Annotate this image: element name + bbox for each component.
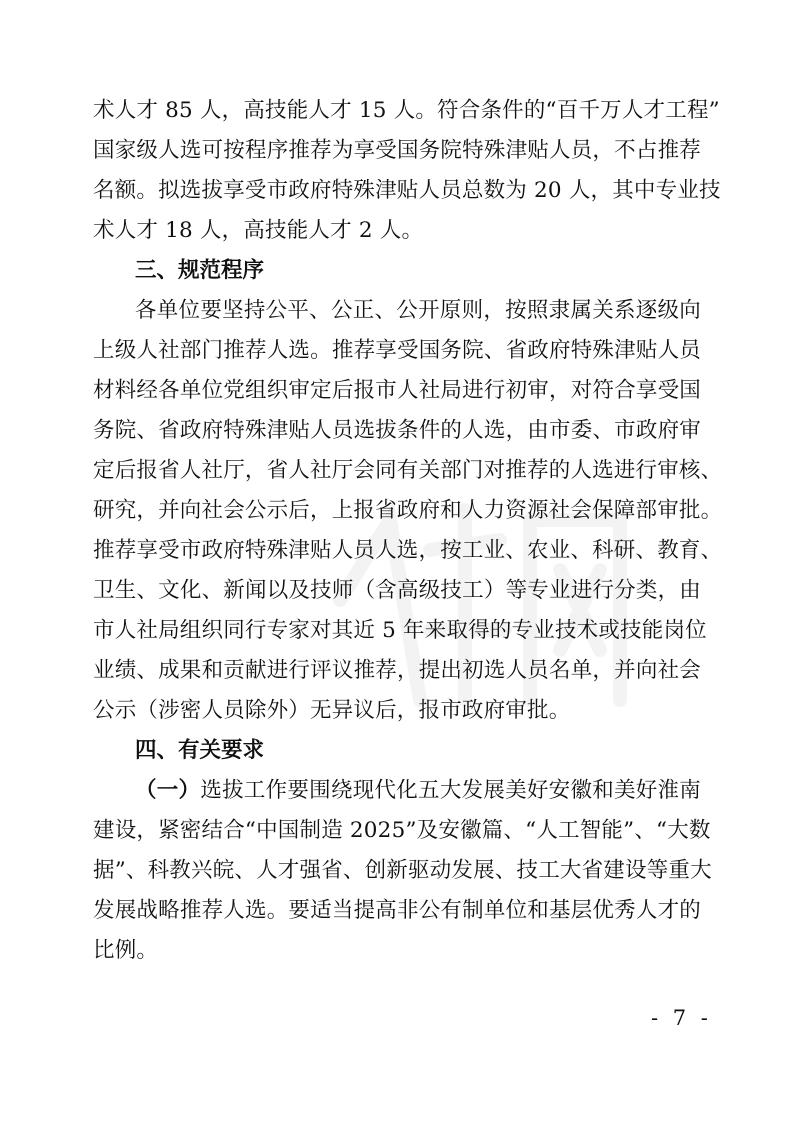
paragraph-line: 定后报省人社厅，省人社厅会同有关部门对推荐的人选进行审核、	[93, 458, 723, 483]
paragraph-line: 研究，并向社会公示后，上报省政府和人力资源社会保障部审批。	[93, 498, 723, 523]
paragraph-line: 比例。	[93, 938, 159, 963]
paragraph-line: 据”、科教兴皖、人才强省、创新驱动发展、技工大省建设等重大	[93, 858, 712, 883]
item-text: 选拔工作要围绕现代化五大发展美好安徽和美好淮南	[200, 778, 701, 803]
paragraph-line: 术人才 85 人，高技能人才 15 人。符合条件的“百千万人才工程”	[93, 98, 720, 123]
page-number: - 7 -	[651, 1006, 712, 1030]
paragraph-line: 市人社局组织同行专家对其近 5 年来取得的专业技术或技能岗位	[93, 618, 707, 643]
section-heading: 四、有关要求	[135, 738, 265, 763]
paragraph-line: 材料经各单位党组织审定后报市人社局进行初审，对符合享受国	[93, 378, 701, 403]
paragraph-line: 国家级人选可按程序推荐为享受国务院特殊津贴人员，不占推荐	[93, 138, 701, 163]
paragraph-line: 上级人社部门推荐人选。推荐享受国务院、省政府特殊津贴人员	[93, 338, 701, 363]
paragraph-line: 公示（涉密人员除外）无异议后，报市政府审批。	[93, 698, 571, 723]
paragraph-line: 建设，紧密结合“中国制造 2025”及安徽篇、“人工智能”、“大数	[93, 818, 711, 843]
section-heading: 三、规范程序	[135, 258, 265, 283]
paragraph-line: 卫生、文化、新闻以及技师（含高级技工）等专业进行分类，由	[93, 578, 701, 603]
paragraph-line: 发展战略推荐人选。要适当提高非公有制单位和基层优秀人才的	[93, 898, 701, 923]
paragraph-line: 名额。拟选拔享受市政府特殊津贴人员总数为 20 人，其中专业技	[93, 178, 721, 203]
paragraph-line: 各单位要坚持公平、公正、公开原则，按照隶属关系逐级向	[135, 298, 701, 323]
paragraph-line: 务院、省政府特殊津贴人员选拔条件的人选，由市委、市政府审	[93, 418, 701, 443]
list-item-first-line	[135, 776, 701, 806]
item-number-label: （一）	[135, 778, 201, 803]
paragraph-line: 推荐享受市政府特殊津贴人员人选，按工业、农业、科研、教育、	[93, 538, 723, 563]
paragraph-line: 业绩、成果和贡献进行评议推荐，提出初选人员名单，并向社会	[93, 658, 701, 683]
paragraph-line: 术人才 18 人，高技能人才 2 人。	[93, 218, 424, 243]
